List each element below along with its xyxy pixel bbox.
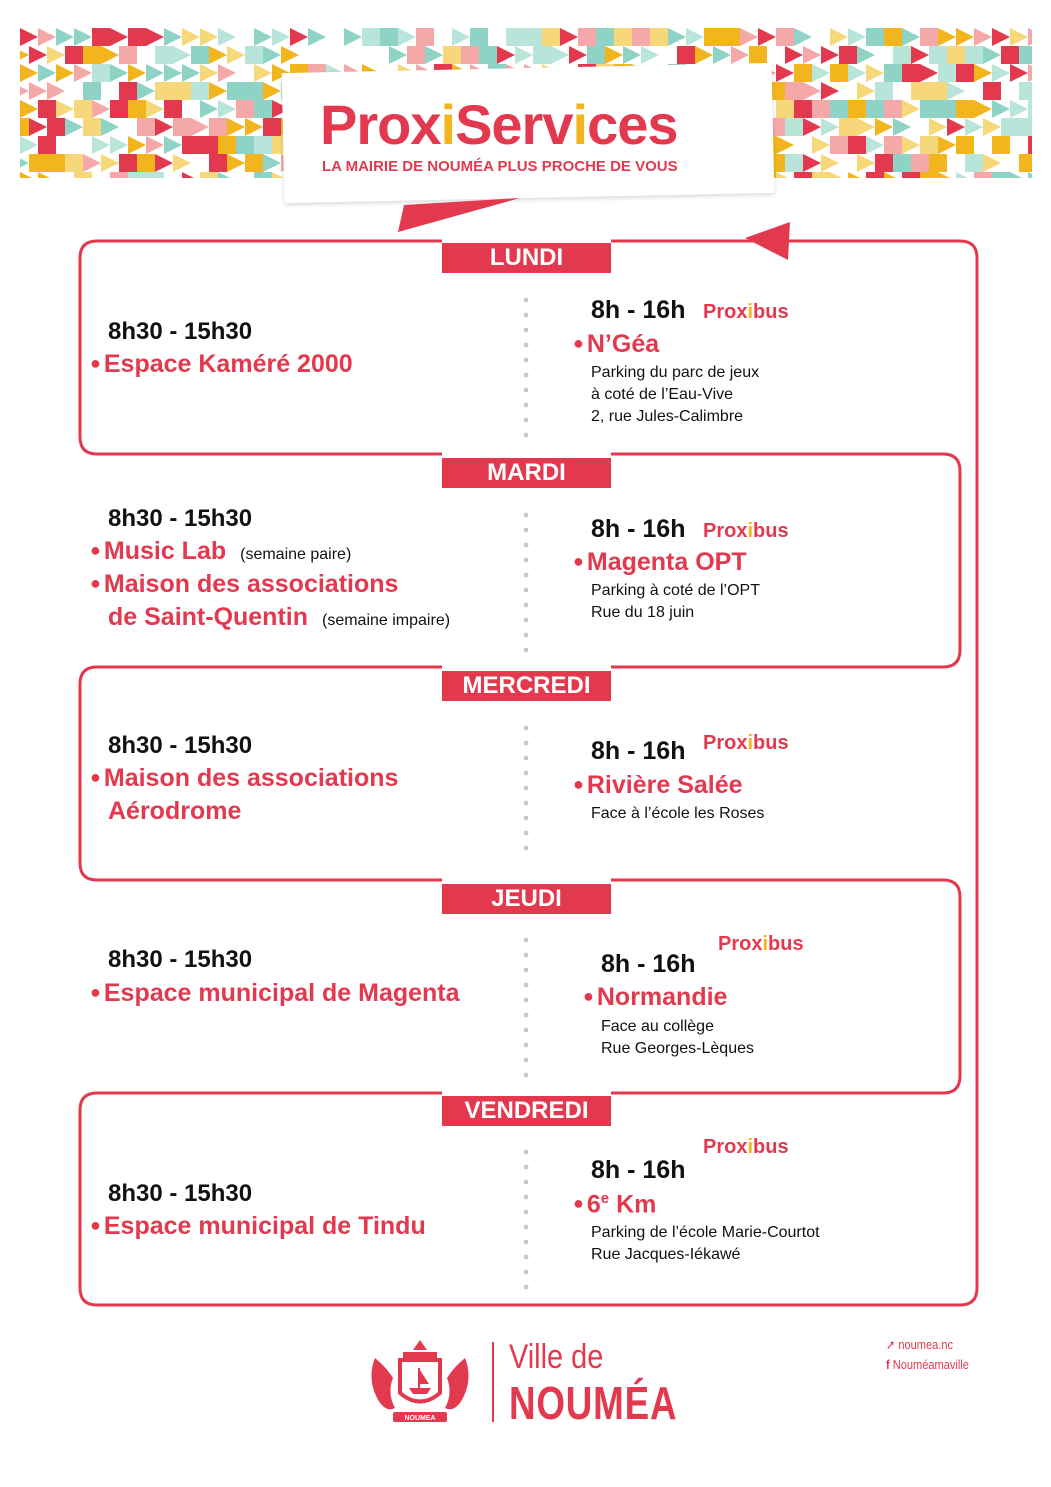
mardi-proxibus: Proxibus — [703, 520, 789, 542]
send-icon: ➚ — [886, 1337, 899, 1352]
day-label-jeudi: JEUDI — [442, 884, 611, 914]
tagline: LA MAIRIE DE NOUMÉA PLUS PROCHE DE VOUS — [322, 158, 678, 175]
day-label-mardi: MARDI — [442, 458, 611, 488]
mercredi-left-location: ● Maison des associations — [90, 764, 399, 792]
vendredi-right-address: Parking de l’école Marie-Courtot Rue Jacques-Iékawé — [591, 1224, 820, 1263]
mardi-left-location-2-line2: de Saint-Quentin (semaine impaire) — [108, 603, 451, 631]
day-label-lundi: LUNDI — [442, 243, 611, 273]
vendredi-proxibus: Proxibus — [703, 1136, 789, 1158]
day-label-mercredi: MERCREDI — [442, 671, 611, 701]
vendredi-left-time: 8h30 - 15h30 — [108, 1180, 253, 1207]
day-label-vendredi: VENDREDI — [442, 1096, 611, 1126]
jeudi-left-time: 8h30 - 15h30 — [108, 946, 253, 973]
ville-de-text: Ville de — [509, 1338, 604, 1376]
brand-title: ProxiServices — [320, 93, 678, 156]
city-crest-logo — [365, 1338, 475, 1428]
vendredi-right-time: 8h - 16h — [591, 1156, 686, 1184]
mardi-right-location: ● Magenta OPT — [573, 548, 747, 576]
footer-separator — [492, 1342, 494, 1422]
lundi-right-location: ● N’Géa — [573, 330, 660, 358]
mercredi-right-time: 8h - 16h — [591, 737, 686, 765]
mercredi-right-address: Face à l’école les Roses — [591, 805, 765, 822]
mardi-right-address: Parking à coté de l’OPT Rue du 18 juin — [591, 582, 760, 621]
lundi-left-time: 8h30 - 15h30 — [108, 318, 253, 345]
noumea-text: NOUMÉA — [509, 1377, 678, 1429]
mercredi-left-location-line2: Aérodrome — [108, 797, 242, 825]
lundi-right-time: 8h - 16h — [591, 296, 686, 324]
mercredi-proxibus: Proxibus — [703, 732, 789, 754]
jeudi-right-time: 8h - 16h — [601, 950, 696, 978]
jeudi-right-address: Face au collège Rue Georges-Lèques — [601, 1018, 754, 1057]
facebook-link[interactable]: f Nouméamaville — [886, 1357, 969, 1372]
jeudi-proxibus: Proxibus — [718, 933, 804, 955]
mercredi-left-time: 8h30 - 15h30 — [108, 732, 253, 759]
lundi-left-location: ● Espace Kaméré 2000 — [90, 350, 353, 378]
lundi-right-address: Parking du parc de jeux à coté de l’Eau-Vive 2, rue Jules-Calimbre — [591, 364, 760, 425]
vendredi-left-location: ● Espace municipal de Tindu — [90, 1212, 426, 1240]
vendredi-right-location: ● 6e Km — [573, 1190, 657, 1219]
mardi-left-location-1: ● Music Lab (semaine paire) — [90, 537, 352, 565]
mardi-left-location-2: ● Maison des associations — [90, 570, 399, 598]
lundi-proxibus: Proxibus — [703, 301, 789, 323]
mardi-right-time: 8h - 16h — [591, 515, 686, 543]
crest-text: NOUMEA — [404, 1415, 436, 1422]
jeudi-right-location: ● Normandie — [583, 983, 728, 1011]
website-link[interactable]: ➚ noumea.nc — [886, 1337, 954, 1352]
jeudi-left-location: ● Espace municipal de Magenta — [90, 979, 460, 1007]
mercredi-right-location: ● Rivière Salée — [573, 771, 743, 799]
facebook-icon: f — [886, 1357, 893, 1372]
mardi-left-time: 8h30 - 15h30 — [108, 505, 253, 532]
